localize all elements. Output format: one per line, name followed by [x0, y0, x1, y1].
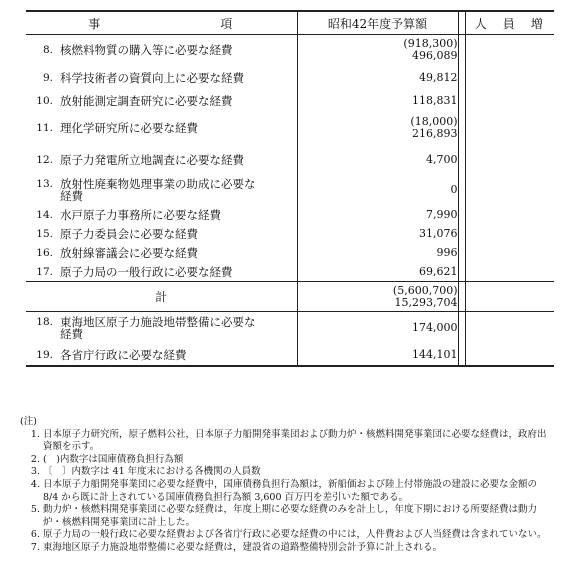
notes-section — [20, 416, 555, 555]
note-text: 原子力局の一般行政に必要な経費および各省庁行政に必要な経費の中には，人件費および人当経費は含まれていない。 — [43, 529, 547, 541]
row-label: 原子力発電所立地調査に必要な経費 — [60, 152, 244, 167]
note-item — [20, 479, 555, 504]
note-text: ( )内数字は国庫債務負担行為額 — [43, 453, 184, 465]
row-amount-cell — [297, 91, 458, 112]
table-row — [26, 65, 554, 91]
row-staff-cell — [465, 206, 554, 225]
notes-list — [20, 429, 555, 555]
budget-amount: 118,831 — [412, 94, 458, 107]
row-staff-cell — [465, 244, 554, 263]
row-label: 原子力委員会に必要な経費 — [60, 227, 198, 241]
note-number: 1. — [30, 428, 40, 440]
note-item — [20, 429, 555, 454]
row-item — [26, 35, 297, 65]
row-staff-cell — [465, 65, 554, 91]
total-amount: 15,293,704 — [394, 295, 458, 309]
note-item — [20, 466, 555, 479]
total-debt-obligation: (5,600,700) — [392, 283, 458, 297]
row-gap-cell — [458, 175, 465, 206]
note-text: 動力炉・核燃料開発事業団に必要な経費は，年度上期に必要な経費のみを計上し，年度下期における所要経費は動力炉・核燃料開発事業団に計上した。 — [43, 504, 538, 528]
row-amount-cell — [297, 35, 458, 65]
table-row — [26, 206, 554, 225]
budget-amount: 144,101 — [412, 347, 458, 361]
note-text: 日本原子力研究所，原子燃料公社，日本原子力船開発事業団および動力炉・核燃料開発事業団に必要な経費は，政府出資額を示す。 — [43, 428, 547, 453]
row-label: 核燃料物質の購入等に必要な経費 — [60, 42, 233, 57]
note-item — [20, 542, 555, 555]
row-number: 18. — [36, 316, 53, 329]
row-label: 東海地区原子力施設地帯整備に必要な経費 — [60, 315, 256, 342]
row-staff-cell — [465, 312, 554, 345]
row-gap-cell — [458, 263, 465, 282]
table-row — [26, 91, 554, 112]
note-number: 6. — [30, 529, 40, 541]
header-staff: 人 員 増 — [465, 11, 554, 35]
budget-amount: 4,700 — [426, 152, 458, 166]
row-gap-cell — [458, 91, 465, 112]
note-number: 7. — [30, 541, 40, 553]
row-label: 放射性廃棄物処理事業の助成に必要な経費 — [60, 177, 256, 203]
row-item — [26, 206, 297, 225]
table-row — [26, 244, 554, 263]
note-number: 3. — [30, 466, 40, 478]
row-staff-cell — [465, 35, 554, 65]
row-item — [26, 263, 297, 282]
table-row — [26, 35, 554, 65]
budget-amount: 7,990 — [426, 208, 458, 221]
row-label: 放射能測定調査研究に必要な経費 — [60, 94, 233, 108]
row-staff-cell — [465, 91, 554, 112]
table-row — [26, 263, 554, 282]
row-amount-cell — [297, 244, 458, 263]
row-item — [26, 145, 297, 175]
note-number: 4. — [30, 478, 40, 490]
note-text: 日本原子力船開発事業団に必要な経費中，国庫債務負担行為額は，新船価および陸上付帯施設の建設に必要な金額の 8/4 から既に計上されている国庫債務負担行為額 3,600 百万円を差引いた額である。 — [43, 478, 538, 503]
row-staff-cell — [465, 263, 554, 282]
total-amount-cell — [297, 282, 458, 312]
row-staff-cell — [465, 145, 554, 175]
row-number: 14. — [36, 209, 53, 221]
note-text: 〔 〕内数字は 41 年度末における各機関の人員数 — [43, 466, 261, 478]
row-gap-cell — [458, 345, 465, 366]
row-number: 17. — [36, 265, 53, 278]
total-staff-cell — [465, 282, 554, 312]
row-item — [26, 175, 297, 206]
row-amount-cell — [297, 312, 458, 345]
row-amount-cell — [297, 206, 458, 225]
row-item — [26, 112, 297, 145]
row-gap-cell — [458, 244, 465, 263]
row-item — [26, 225, 297, 244]
row-label: 原子力局の一般行政に必要な経費 — [60, 264, 233, 279]
row-gap-cell — [458, 65, 465, 91]
row-number: 8. — [42, 43, 53, 56]
row-amount-cell — [297, 145, 458, 175]
row-staff-cell — [465, 175, 554, 206]
table-header — [26, 11, 554, 35]
table-body — [26, 35, 554, 366]
row-gap-cell — [458, 225, 465, 244]
total-gap-cell — [458, 282, 465, 312]
row-number: 13. — [36, 178, 53, 190]
header-gap — [458, 11, 465, 35]
note-item — [20, 529, 555, 542]
row-item — [26, 312, 297, 345]
budget-amount: 174,000 — [412, 321, 458, 335]
notes-heading: (注) — [20, 416, 37, 427]
note-item — [20, 504, 555, 529]
budget-amount: 996 — [436, 246, 458, 259]
note-number: 5. — [30, 504, 40, 516]
row-item — [26, 345, 297, 366]
budget-amount: 49,812 — [419, 70, 458, 84]
row-staff-cell — [465, 345, 554, 366]
row-staff-cell — [465, 225, 554, 244]
note-number: 2. — [30, 453, 40, 465]
row-gap-cell — [458, 312, 465, 345]
row-label: 理化学研究所に必要な経費 — [60, 121, 198, 135]
total-label: 計 — [26, 282, 297, 312]
budget-amount: 31,076 — [419, 227, 458, 240]
header-item: 事 項 — [26, 11, 297, 35]
budget-amount: 496,089 — [412, 48, 458, 62]
table-row — [26, 345, 554, 366]
row-number: 9. — [42, 71, 53, 84]
row-number: 11. — [36, 122, 53, 134]
budget-amount: 216,893 — [412, 127, 458, 140]
table-row — [26, 312, 554, 345]
row-amount-cell — [297, 175, 458, 206]
table-row — [26, 112, 554, 145]
table-row — [26, 175, 554, 206]
header-amount: 昭和42年度予算額 — [297, 11, 458, 35]
debt-obligation-amount: (918,300) — [403, 36, 458, 50]
row-staff-cell — [465, 112, 554, 145]
row-amount-cell — [297, 263, 458, 282]
row-item — [26, 91, 297, 112]
row-amount-cell — [297, 65, 458, 91]
row-number: 15. — [36, 228, 53, 240]
row-label: 放射線審議会に必要な経費 — [60, 246, 198, 260]
row-gap-cell — [458, 112, 465, 145]
total-row — [26, 282, 554, 312]
row-number: 16. — [36, 247, 53, 259]
row-gap-cell — [458, 145, 465, 175]
debt-obligation-amount: (18,000) — [410, 115, 458, 128]
row-item — [26, 244, 297, 263]
row-gap-cell — [458, 206, 465, 225]
row-number: 19. — [36, 348, 53, 361]
note-text: 東海地区原子力施設地帯整備に必要な経費は，建設省の道路整備特別会計予算に計上される。 — [43, 541, 443, 553]
row-amount-cell — [297, 345, 458, 366]
row-item — [26, 65, 297, 91]
row-number: 12. — [36, 153, 53, 166]
note-item — [20, 454, 555, 467]
row-gap-cell — [458, 35, 465, 65]
row-label: 科学技術者の資質向上に必要な経費 — [60, 70, 244, 85]
budget-amount: 0 — [450, 183, 458, 196]
row-amount-cell — [297, 112, 458, 145]
budget-table — [26, 10, 554, 367]
table-row — [26, 225, 554, 244]
budget-amount: 69,621 — [419, 264, 458, 278]
table-row — [26, 145, 554, 175]
row-amount-cell — [297, 225, 458, 244]
row-label: 水戸原子力事務所に必要な経費 — [60, 208, 221, 222]
row-label: 各省庁行政に必要な経費 — [60, 347, 187, 362]
row-number: 10. — [36, 95, 53, 107]
